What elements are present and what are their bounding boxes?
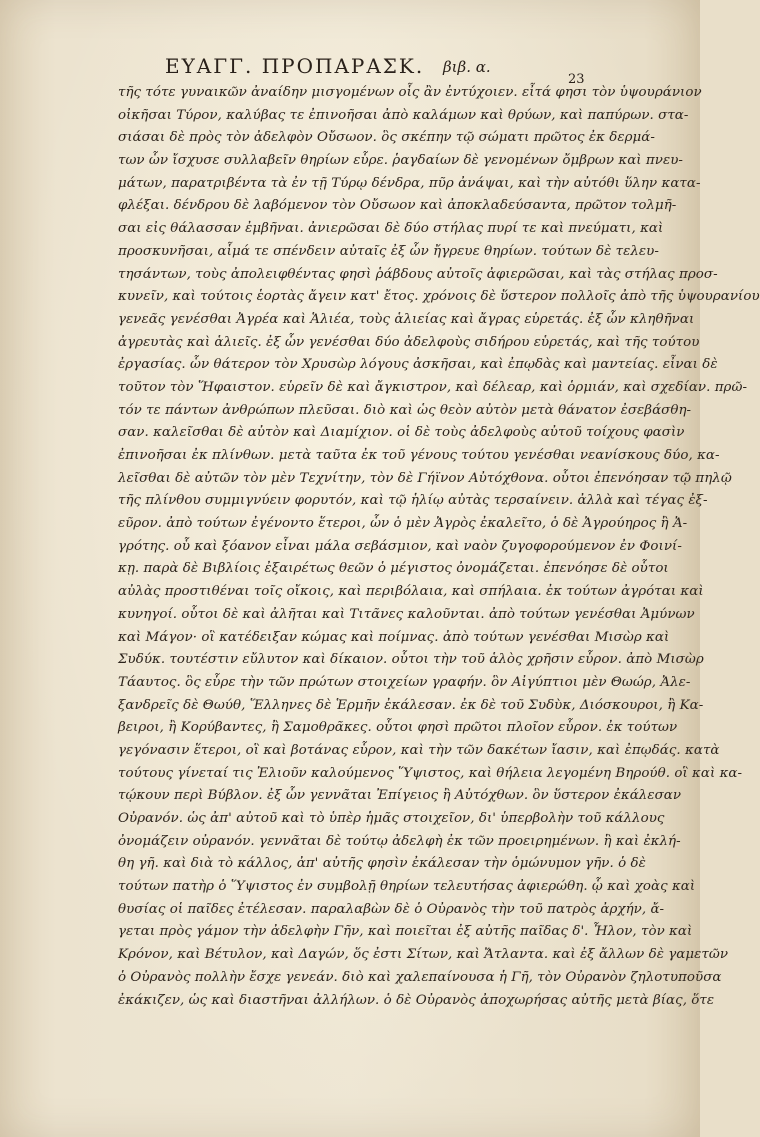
text-line: ἐπινοῆσαι ἐκ πλίνθων. μετὰ ταῦτα ἐκ τοῦ γένους τούτου γενέσθαι νεανίσκους δύο, κα- — [118, 448, 720, 463]
text-line: τούτων πατὴρ ὁ Ὕψιστος ἐν συμβολῇ θηρίων τελευτήσας ἀφιερώθη. ᾧ καὶ χοὰς καὶ — [118, 879, 696, 895]
text-line: ξανδρεῖς δὲ Θωύθ, Ἕλληνες δὲ Ἑρμῆν ἐκάλεσαν. ἐκ δὲ τοῦ Συδὺκ, Διόσκουροι, ἢ Κα- — [118, 697, 704, 713]
text-line: κῃ. παρὰ δὲ Βιβλίοις ἐξαιρέτως θεῶν ὁ μέγιστος ὀνομάζεται. ἐπενόησε δὲ οὗτοι — [118, 561, 669, 577]
text-line: γεται πρὸς γάμον τὴν ἀδελφὴν Γῆν, καὶ ποιεῖται ἐξ αὐτῆς παῖδας δ'. Ἦλον, τὸν καὶ — [118, 924, 693, 940]
text-line: προσκυνῆσαι, αἷμά τε σπένδειν αὐταῖς ἐξ ὧν ἤγρευε θηρίων. τούτων δὲ τελευ- — [118, 243, 659, 259]
text-line: γενεᾶς γενέσθαι Ἀγρέα καὶ Ἁλιέα, τοὺς ἁλιείας καὶ ἄγρας εὑρετάς. ἐξ ὧν κληθῆναι — [118, 311, 695, 327]
text-line: Κρόνον, καὶ Βέτυλον, καὶ Δαγών, ὅς ἐστι Σίτων, καὶ Ἄτλαντα. καὶ ἐξ ἄλλων δὲ γαμετῶν — [118, 947, 729, 963]
text-line: καὶ Μάγον· οἳ κατέδειξαν κώμας καὶ ποίμνας. ἀπὸ τούτων γενέσθαι Μισὼρ καὶ — [118, 629, 670, 645]
text-line: θη γῆ. καὶ διὰ τὸ κάλλος, ἀπ' αὐτῆς φησὶν ἐκάλεσαν τὴν ὁμώνυμον γῆν. ὁ δὲ — [118, 856, 646, 872]
text-line: τοῦτον τὸν Ἥφαιστον. εὑρεῖν δὲ καὶ ἄγκιστρον, καὶ δέλεαρ, καὶ ὁρμιάν, καὶ σχεδίαν. πρῶ- — [118, 379, 748, 395]
text-line: Οὐρανόν. ὡς ἀπ' αὐτοῦ καὶ τὸ ὑπὲρ ἡμᾶς στοιχεῖον, δι' ὑπερβολὴν τοῦ κάλλους — [118, 811, 665, 826]
text-line: οἰκῆσαι Τύρον, καλύβας τε ἐπινοῆσαι ἀπὸ καλάμων καὶ θρύων, καὶ παπύρων. στα- — [118, 107, 689, 123]
text-line: τόν τε πάντων ἀνθρώπων πλεῦσαι. διὸ καὶ ὡς θεὸν αὐτὸν μετὰ θάνατον ἐσεβάσθη- — [118, 402, 692, 418]
text-line: μάτων, παρατριβέντα τὰ ἐν τῇ Τύρῳ δένδρα, πῦρ ἀνάψαι, καὶ τὴν αὐτόθι ὕλην κατα- — [118, 175, 701, 191]
book-number: βιβ. α. — [443, 58, 491, 76]
text-line: τῴκουν περὶ Βύβλον. ἐξ ὧν γεννᾶται Ἐπίγειος ἢ Αὐτόχθων. ὃν ὕστερον ἐκάλεσαν — [118, 788, 682, 804]
text-line: τησάντων, τοὺς ἀπολειφθέντας φησὶ ῥάβδους αὐτοῖς ἀφιερῶσαι, καὶ τὰς στήλας προσ- — [118, 266, 718, 282]
text-block — [118, 82, 760, 1042]
text-line: τῆς πλίνθου συμμιγνύειν φορυτόν, καὶ τῷ ἡλίῳ αὐτὰς τερσαίνειν. ἀλλὰ καὶ τέγας ἐξ- — [118, 493, 708, 509]
text-line: Τάαυτος. ὃς εὗρε τὴν τῶν πρώτων στοιχείων γραφήν. ὃν Αἰγύπτιοι μὲν Θωώρ, Ἀλε- — [118, 674, 691, 690]
text-line: γρότης. οὗ καὶ ξόανον εἶναι μάλα σεβάσμιον, καὶ ναὸν ζυγοφορούμενον ἐν Φοινί- — [118, 538, 682, 554]
page-number: 23 — [568, 72, 585, 87]
text-line: σιάσαι δὲ πρὸς τὸν ἀδελφὸν Οὔσωον. ὃς σκέπην τῷ σώματι πρῶτος ἐκ δερμά- — [118, 130, 655, 146]
text-line: ἐργασίας. ὧν θάτερον τὸν Χρυσὼρ λόγους ἀσκῆσαι, καὶ ἐπῳδὰς καὶ μαντείας. εἶναι δὲ — [118, 357, 718, 373]
text-line: κυνεῖν, καὶ τούτοις ἑορτὰς ἄγειν κατ' ἔτος. χρόνοις δὲ ὕστερον πολλοῖς ἀπὸ τῆς ὑψουρανίου — [118, 289, 760, 305]
text-line: ἐκάκιζεν, ὡς καὶ διαστῆναι ἀλλήλων. ὁ δὲ Οὐρανὸς ἀποχωρήσας αὐτῆς μετὰ βίας, ὅτε — [118, 992, 715, 1008]
running-head — [165, 54, 585, 84]
text-line: σαι εἰς θάλασσαν ἐμβῆναι. ἀνιερῶσαι δὲ δύο στήλας πυρί τε καὶ πνεύματι, καὶ — [118, 221, 664, 237]
text-line: τῆς τότε γυναικῶν ἀναίδην μισγομένων οἷς ἂν ἐντύχοιεν. εἶτά φησι τὸν ὑψουράνιον — [118, 85, 702, 100]
running-title: ΕΥΑΓΓ. ΠΡΟΠΑΡΑΣΚ. — [165, 54, 425, 78]
text-line: θυσίας οἱ παῖδες ἐτέλεσαν. παραλαβὼν δὲ ὁ Οὐρανὸς τὴν τοῦ πατρὸς ἀρχήν, ἄ- — [118, 901, 665, 917]
text-line: ὀνομάζειν οὐρανόν. γεννᾶται δὲ τούτῳ ἀδελφὴ ἐκ τῶν προειρημένων. ἣ καὶ ἐκλή- — [118, 833, 681, 849]
text-line: σαν. καλεῖσθαι δὲ αὐτὸν καὶ Διαμίχιον. οἱ δὲ τοὺς ἀδελφοὺς αὐτοῦ τοίχους φασὶν — [118, 425, 685, 441]
text-line: φλέξαι. δένδρου δὲ λαβόμενον τὸν Οὔσωον καὶ ἀποκλαδεύσαντα, πρῶτον τολμῆ- — [118, 198, 677, 214]
text-line: κυνηγοί. οὗτοι δὲ καὶ ἀλῆται καὶ Τιτᾶνες καλοῦνται. ἀπὸ τούτων γενέσθαι Ἀμύνων — [118, 606, 695, 622]
text-line: αὐλὰς προστιθέναι τοῖς οἴκοις, καὶ περιβόλαια, καὶ σπήλαια. ἐκ τούτων ἀγρόται καὶ — [118, 584, 704, 600]
text-line: ἀγρευτὰς καὶ ἁλιεῖς. ἐξ ὧν γενέσθαι δύο ἀδελφοὺς σιδήρου εὑρετάς, καὶ τῆς τούτου — [118, 334, 700, 350]
text-line: των ὧν ἴσχυσε συλλαβεῖν θηρίων εὗρε. ῥαγδαίων δὲ γενομένων ὄμβρων καὶ πνευ- — [118, 153, 683, 169]
text-line: εῦρον. ἀπὸ τούτων ἐγένοντο ἕτεροι, ὧν ὁ μὲν Ἀγρὸς ἐκαλεῖτο, ὁ δὲ Ἀγρούηρος ἢ Ἀ- — [118, 516, 688, 532]
text-line: βειροι, ἢ Κορύβαντες, ἢ Σαμοθρᾶκες. οὗτοι φησὶ πρῶτοι πλοῖον εὗρον. ἐκ τούτων — [118, 720, 678, 736]
text-line: λεῖσθαι δὲ αὐτῶν τὸν μὲν Τεχνίτην, τὸν δὲ Γήϊνον Αὐτόχθονα. οὗτοι ἐπενόησαν τῷ πηλῷ — [118, 470, 732, 486]
text-line: γεγόνασιν ἕτεροι, οἳ καὶ βοτάνας εὗρον, καὶ τὴν τῶν δακέτων ἴασιν, καὶ ἐπῳδάς. κατὰ — [118, 742, 720, 758]
text-line: τούτους γίνεταί τις Ἐλιοῦν καλούμενος Ὕψιστος, καὶ θήλεια λεγομένη Βηρούθ. οἳ καὶ κα- — [118, 765, 743, 781]
text-line: Συδύκ. τουτέστιν εὔλυτον καὶ δίκαιον. οὗτοι τὴν τοῦ ἁλὸς χρῆσιν εὗρον. ἀπὸ Μισὼρ — [118, 652, 704, 668]
text-line: ὁ Οὐρανὸς πολλὴν ἔσχε γενεάν. διὸ καὶ χαλεπαίνουσα ἡ Γῆ, τὸν Οὐρανὸν ζηλοτυποῦσα — [118, 969, 722, 985]
